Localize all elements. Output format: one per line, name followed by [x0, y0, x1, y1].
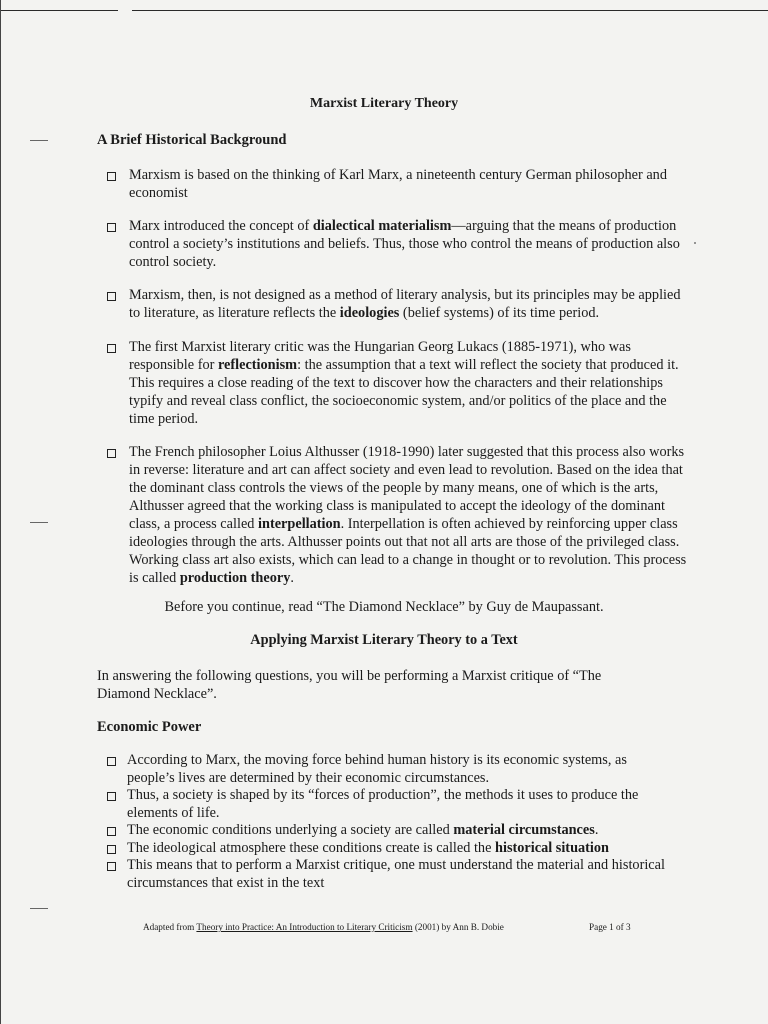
page-top-edge-gap [118, 6, 132, 14]
checkbox-icon [107, 344, 116, 353]
bullet-text [127, 840, 667, 858]
background-bullet [107, 338, 687, 428]
background-bullet [107, 286, 687, 322]
background-bullet [107, 443, 687, 587]
checkbox-icon [107, 223, 116, 232]
checkbox-icon [107, 757, 116, 766]
section-heading-economic: Economic Power [97, 719, 202, 735]
background-bullet [107, 166, 687, 202]
text-run: Marx introduced the concept of [129, 218, 313, 234]
economic-bullet [107, 787, 667, 822]
bullet-text [129, 286, 687, 322]
text-run: : the assumption that a text will reflect the society that produced it. This requires a close reading of the text to discover how the characters and their relationships typify and reveal class conflict, the socioeconomic system, and/or politics of the place and the time period. [129, 357, 679, 427]
economic-bullet [107, 857, 667, 892]
page-number: Page 1 of 3 [589, 922, 631, 932]
text-run: Thus, a society is shaped by its “forces of production”, the methods it uses to produce the elements of life. [127, 787, 639, 821]
section-heading-background: A Brief Historical Background [97, 132, 287, 148]
economic-list [107, 752, 667, 892]
page-title: Marxist Literary Theory [309, 96, 459, 111]
footer-prefix: Adapted from [143, 922, 197, 932]
text-run: . [290, 570, 294, 586]
bullet-text [127, 822, 667, 840]
footer-source-title: Theory into Practice: An Introduction to Literary Criticism [196, 922, 413, 932]
bullet-text [129, 443, 687, 587]
economic-bullet [107, 752, 667, 787]
bold-term: interpellation [258, 516, 341, 532]
bold-term: material circumstances [453, 822, 595, 838]
checkbox-icon [107, 292, 116, 301]
text-run: . Interpellation is often achieved by reinforcing upper class ideologies through the arts. Althusser points out that not all arts are those of the privileged class. Working class art also exists, which can lead to a change in thought or to revolution. This process is called [129, 516, 687, 586]
text-run: Marxism, then, is not designed as a method of literary analysis, but its principles may be applied to literature, as literature reflects the [129, 287, 681, 321]
text-run: The first Marxist literary critic was the Hungarian Georg Lukacs (1885-1971), who was responsible for [129, 339, 631, 373]
scan-speck [694, 242, 696, 244]
checkbox-icon [107, 172, 116, 181]
bullet-text [127, 787, 667, 822]
bold-term: reflectionism [217, 357, 298, 373]
page-left-edge [0, 0, 1, 1024]
margin-mark [30, 522, 48, 523]
checkbox-icon [107, 449, 116, 458]
checkbox-icon [107, 792, 116, 801]
text-run: (belief systems) of its time period. [399, 305, 600, 321]
page-top-edge [0, 10, 768, 11]
bullet-text [127, 857, 667, 892]
bold-term: dialectical materialism [312, 218, 452, 234]
text-run: The ideological atmosphere these conditions create is called the [127, 839, 496, 856]
bold-term: ideologies [339, 305, 400, 321]
footer-suffix: (2001) by Ann B. Dobie [412, 922, 504, 932]
checkbox-icon [107, 827, 116, 836]
section-heading-applying: Applying Marxist Literary Theory to a Text [250, 632, 518, 648]
checkbox-icon [107, 845, 116, 854]
text-run: —arguing that the means of production control a society’s institutions and beliefs. Thus, those who control the means of production also control society. [129, 218, 680, 270]
bold-term: historical situation [495, 839, 609, 856]
bullet-text [129, 338, 687, 428]
text-run: . [594, 822, 599, 838]
intro-paragraph: In answering the following questions, you will be performing a Marxist critique of “The Diamond Necklace”. [97, 668, 602, 702]
bullet-text [129, 217, 687, 271]
background-bullet [107, 217, 687, 271]
text-run: The economic conditions underlying a society are called [127, 822, 454, 838]
text-run: Marxism is based on the thinking of Karl Marx, a nineteenth century German philosopher and economist [129, 167, 667, 201]
economic-bullet [107, 840, 667, 858]
margin-mark [30, 908, 48, 909]
bullet-text [127, 752, 667, 787]
economic-bullet [107, 822, 667, 840]
footer-source [143, 922, 504, 932]
bold-term: production theory [179, 570, 291, 586]
text-run: This means that to perform a Marxist critique, one must understand the material and historical circumstances that exist in the text [127, 857, 665, 891]
text-run: According to Marx, the moving force behind human history is its economic systems, as people’s lives are determined by their economic circumstances. [127, 752, 627, 786]
text-run: The French philosopher Loius Althusser (1918-1990) later suggested that this process also works in reverse: literature and art can affect society and even lead to revolution. Based on the idea that the dominant class controls the views of the people by many means, one of which is the arts, Althusser agreed that the working class is manipulated to accept the ideology of the dominant class, a process called [129, 444, 685, 532]
bullet-text [129, 166, 687, 202]
checkbox-icon [107, 862, 116, 871]
reading-note: Before you continue, read “The Diamond Necklace” by Guy de Maupassant. [164, 599, 604, 615]
margin-mark [30, 140, 48, 141]
